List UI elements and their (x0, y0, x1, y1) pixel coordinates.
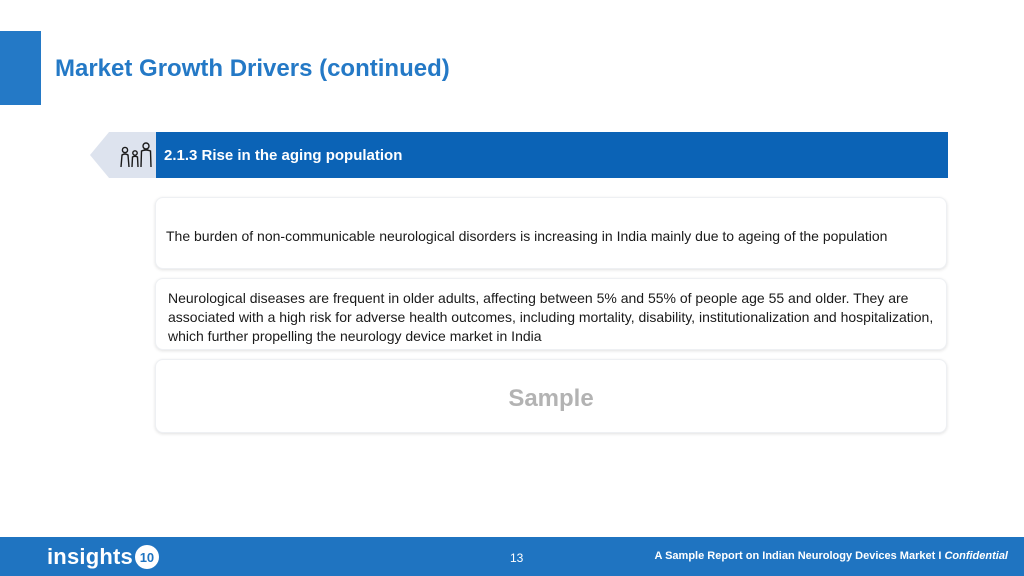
logo-badge: 10 (135, 545, 159, 569)
page-title: Market Growth Drivers (continued) (55, 55, 450, 82)
sample-card (155, 359, 947, 433)
confidential-label: Confidential (944, 550, 1008, 562)
card-text: The burden of non-communicable neurological disorders is increasing in India mainly due to ageing of the population (166, 228, 888, 244)
section-header (90, 132, 948, 178)
title-accent-bar (0, 31, 41, 105)
card-text: Neurological diseases are frequent in older adults, affecting between 5% and 55% of people age 55 and older. They are associated with a high risk for adverse health outcomes, including mortality, disability, institutionalization and hospitalization, which further propelling the neurology device market in India (168, 290, 934, 344)
footer (0, 537, 1024, 576)
insights10-logo (47, 544, 159, 570)
section-title: 2.1.3 Rise in the aging population (164, 147, 403, 164)
info-card (155, 278, 947, 350)
page-number: 13 (510, 551, 524, 565)
family-icon (118, 140, 154, 170)
info-card (155, 197, 947, 269)
footer-note-text: A Sample Report on Indian Neurology Devices Market I (654, 550, 945, 562)
sample-watermark: Sample (508, 385, 594, 412)
footer-note (655, 550, 1009, 562)
logo-word: insights (47, 544, 133, 569)
